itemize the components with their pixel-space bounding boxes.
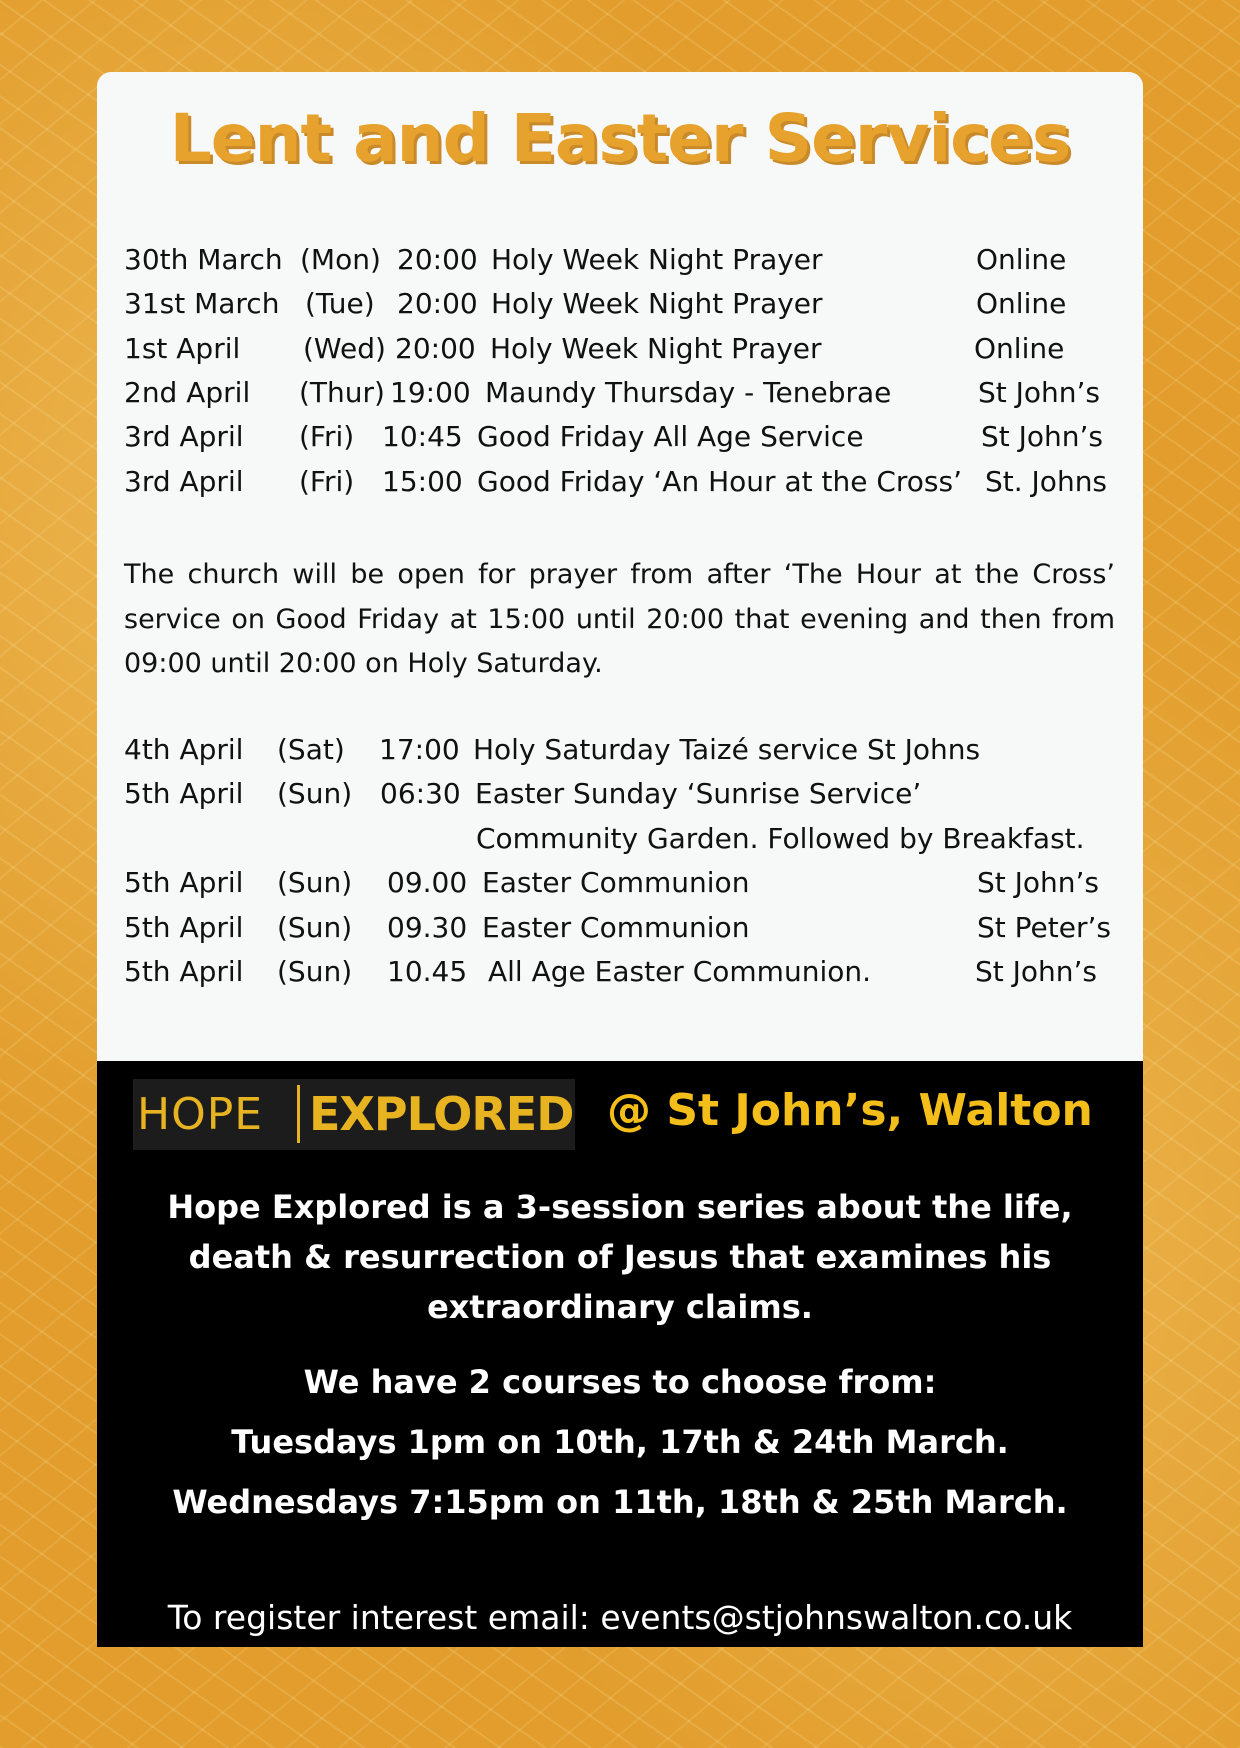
service-time: 17:00 [379,733,460,766]
page-title: Lent and Easter Services [169,100,1071,177]
service-time: 20:00 [397,287,478,320]
service-date: 3rd April [124,465,244,498]
service-day: (Mon) [300,243,381,276]
service-day: (Sun) [277,866,353,899]
service-event: Easter Communion [482,911,750,944]
service-venue: St John’s [977,866,1100,899]
service-time: 15:00 [382,465,463,498]
course-wednesday: Wednesdays 7:15pm on 11th, 18th & 25th March. [172,1483,1068,1521]
service-date: 31st March [124,287,280,320]
service-day: (Wed) [303,332,386,365]
description-line: Hope Explored is a 3-session series about the life, [167,1188,1073,1226]
service-venue: St Peter’s [977,911,1111,944]
service-time: 20:00 [395,332,476,365]
service-event: Easter Sunday ‘Sunrise Service’ [475,777,922,810]
service-day: (Sun) [277,911,353,944]
service-event: Good Friday All Age Service [477,420,864,453]
hope-explored-panel [97,1061,1143,1647]
service-event: Community Garden. Followed by Breakfast. [476,822,1085,855]
service-date: 2nd April [124,376,251,409]
hope-explored-logo [133,1079,575,1150]
course-tuesday: Tuesdays 1pm on 10th, 17th & 24th March. [231,1423,1009,1461]
prayer-note: The church will be open for prayer from after ‘The Hour at the Cross’ service on Good Friday at 15:00 until 20:00 that evening and then from 09:00 until 20:00 on Holy Saturday. [124,559,1115,679]
register-email: To register interest email: events@stjohnswalton.co.uk [167,1598,1073,1637]
logo-divider [297,1085,300,1143]
service-date: 1st April [124,332,241,365]
service-date: 5th April [124,777,244,810]
service-venue: St John’s [978,376,1101,409]
service-venue: St. Johns [985,465,1108,498]
service-day: (Fri) [299,420,355,453]
service-event: All Age Easter Communion. [488,955,872,988]
service-time: 10.45 [387,955,468,988]
service-day: (Sun) [277,777,353,810]
courses-heading: We have 2 courses to choose from: [303,1363,937,1401]
service-time: 06:30 [380,777,461,810]
service-day: (Tue) [305,287,375,320]
service-event: Easter Communion [482,866,750,899]
service-venue: Online [976,243,1067,276]
service-date: 5th April [124,911,244,944]
service-date: 4th April [124,733,244,766]
venue-heading: @ St John’s, Walton [607,1085,1093,1136]
service-date: 5th April [124,866,244,899]
service-time: 09.00 [387,866,468,899]
service-date: 5th April [124,955,244,988]
service-venue: Online [976,287,1067,320]
service-event: Holy Week Night Prayer [491,243,823,276]
description-line: death & resurrection of Jesus that examines his [188,1238,1052,1276]
service-date: 30th March [124,243,283,276]
service-day: (Thur) [299,376,385,409]
service-event: Good Friday ‘An Hour at the Cross’ [477,465,962,498]
service-day: (Fri) [299,465,355,498]
logo-hope-text: HOPE [137,1089,264,1140]
service-day: (Sun) [277,955,353,988]
service-venue: St John’s [975,955,1098,988]
description-line: extraordinary claims. [427,1288,813,1326]
service-time: 10:45 [382,420,463,453]
service-day: (Sat) [277,733,345,766]
service-time: 09.30 [387,911,468,944]
service-time: 20:00 [397,243,478,276]
service-date: 3rd April [124,420,244,453]
service-venue: St John’s [981,420,1104,453]
service-venue: Online [974,332,1065,365]
service-time: 19:00 [390,376,471,409]
service-event: Maundy Thursday - Tenebrae [485,376,892,409]
service-event: Holy Week Night Prayer [490,332,822,365]
service-event: Holy Saturday Taizé service St Johns [473,733,981,766]
logo-explored-text: EXPLORED [309,1087,574,1141]
service-event: Holy Week Night Prayer [491,287,823,320]
